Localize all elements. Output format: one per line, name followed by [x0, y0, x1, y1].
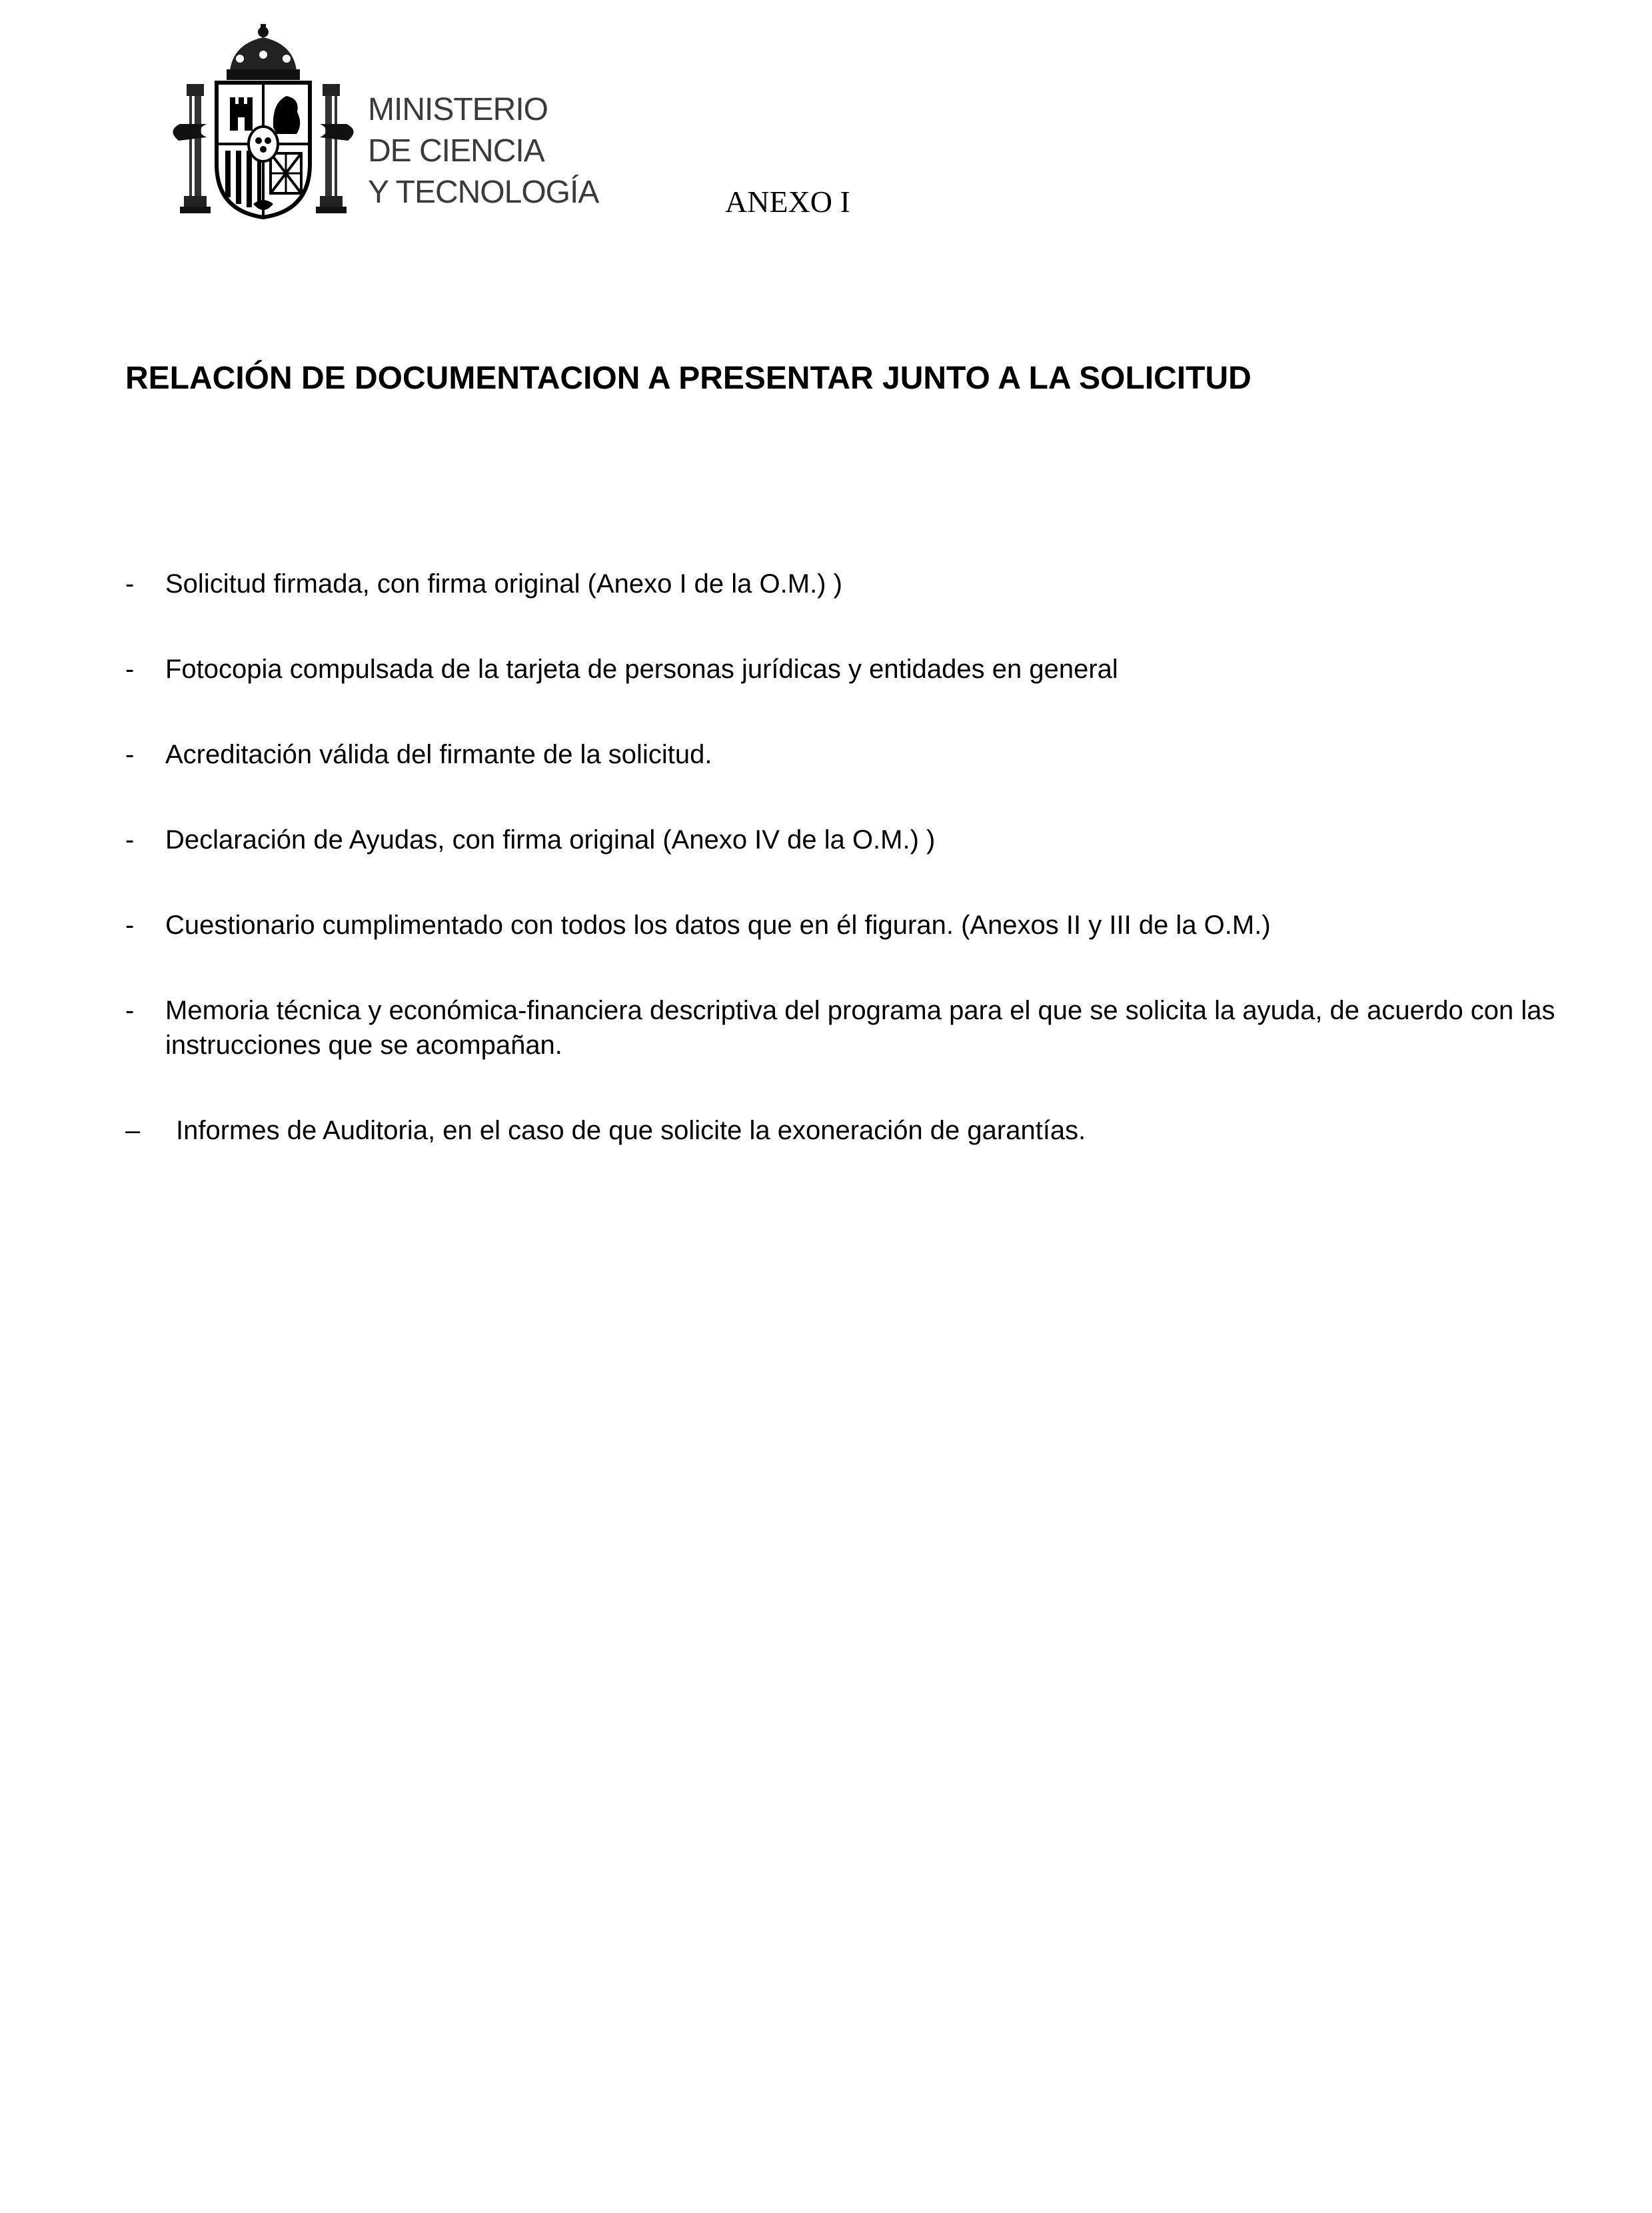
list-item	[125, 908, 1578, 943]
list-item	[125, 567, 1578, 601]
list-item-text: Declaración de Ayudas, con firma original (Anexo IV de la O.M.) )	[165, 825, 936, 855]
ministry-name-line-3: Y TECNOLOGÍA	[368, 175, 599, 210]
ministry-logo	[167, 24, 620, 224]
list-item	[125, 652, 1578, 687]
list-item-text: Cuestionario cumplimentado con todos los datos que en él figuran. (Anexos II y III de la O.M.)	[165, 911, 1271, 940]
list-item	[125, 737, 1578, 772]
ministry-name	[368, 89, 598, 213]
list-item	[125, 993, 1578, 1063]
list-bullet: -	[125, 996, 135, 1025]
annex-label: ANEXO I	[725, 185, 850, 219]
list-item-text: Fotocopia compulsada de la tarjeta de personas jurídicas y entidades en general	[165, 655, 1118, 684]
list-bullet: -	[125, 655, 135, 684]
ministry-name-line-1: MINISTERIO	[368, 92, 548, 127]
ministry-name-line-2: DE CIENCIA	[368, 133, 544, 169]
list-item-text: Acreditación válida del firmante de la solicitud.	[165, 740, 712, 769]
list-bullet: -	[125, 569, 135, 599]
list-item-text: Solicitud firmada, con firma original (Anexo I de la O.M.) )	[165, 569, 842, 599]
document-title: RELACIÓN DE DOCUMENTACION A PRESENTAR JUNTO A LA SOLICITUD	[125, 361, 1251, 396]
list-bullet: -	[125, 740, 135, 769]
list-item	[125, 1113, 1578, 1148]
list-bullet: -	[125, 825, 135, 855]
list-item-text: Informes de Auditoria, en el caso de que solicite la exoneración de garantías.	[176, 1116, 1086, 1145]
list-bullet: –	[125, 1116, 141, 1145]
list-item-text: Memoria técnica y económica-financiera descriptiva del programa para el que se solicita la ayuda, de acuerdo con las instrucciones que se acompañan.	[165, 996, 1555, 1060]
requirements-list	[125, 567, 1578, 1148]
list-bullet: -	[125, 911, 135, 940]
spanish-coat-of-arms-icon	[167, 24, 360, 224]
list-item	[125, 823, 1578, 857]
